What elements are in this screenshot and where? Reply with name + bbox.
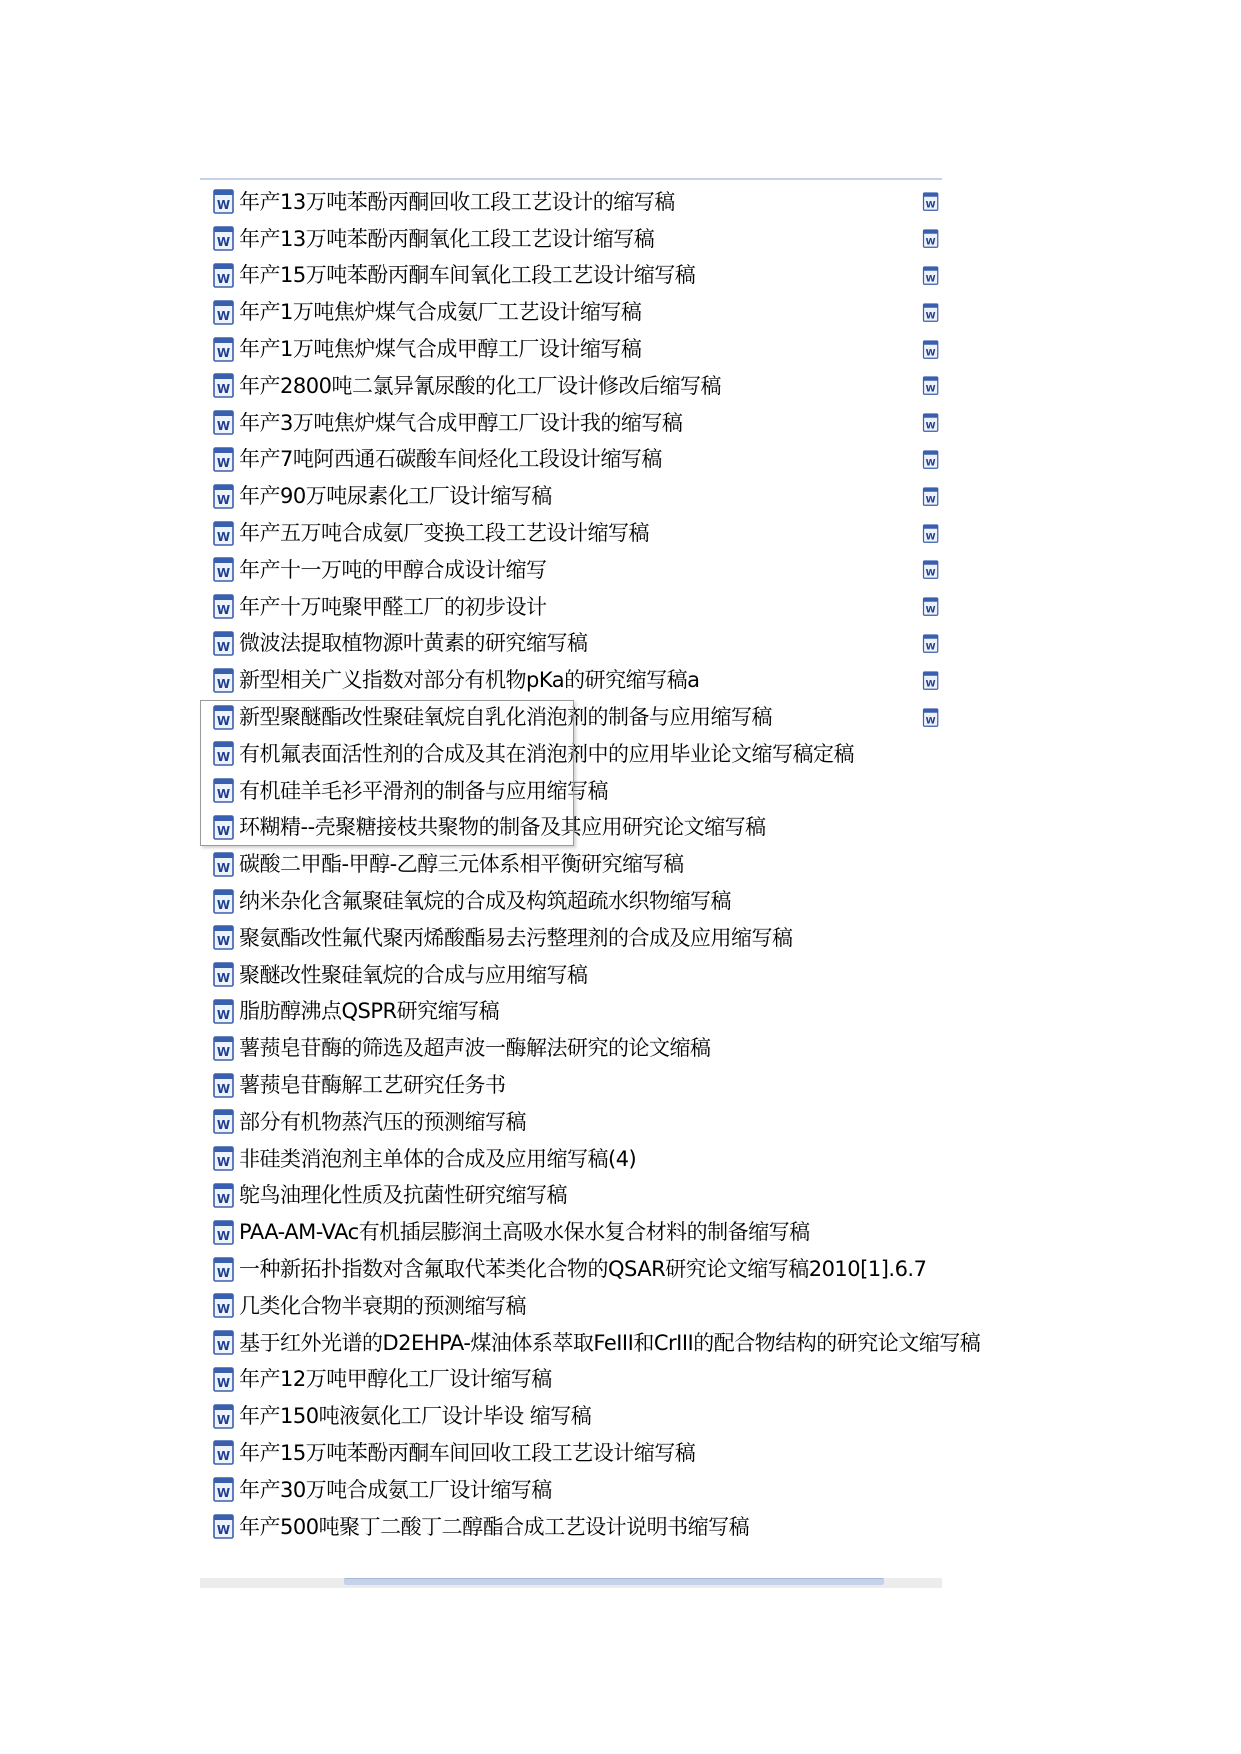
svg-text:W: W [216,1265,231,1280]
svg-text:W: W [216,1228,231,1243]
file-name-label: 年产13万吨苯酚丙酮回收工段工艺设计的缩写稿 [239,189,675,214]
svg-text:W: W [216,971,231,986]
svg-text:W: W [216,713,231,728]
file-list-item[interactable] [212,1509,940,1546]
word-document-icon [212,815,236,841]
word-document-icon [212,1440,236,1466]
word-document-icon [212,1220,236,1246]
file-name-label: 年产90万吨尿素化工厂设计缩写稿 [239,484,552,509]
file-name-label: 非硅类消泡剂主单体的合成及应用缩写稿(4) [239,1146,637,1171]
svg-text:W: W [216,1191,231,1206]
file-name-label: 薯蓣皂苷酶的筛选及超声波一酶解法研究的论文缩稿 [239,1036,711,1061]
file-list-item[interactable] [212,1362,940,1399]
file-name-label: 年产十万吨聚甲醛工厂的初步设计 [239,594,547,619]
svg-text:W: W [216,198,231,213]
word-document-icon[interactable] [922,478,942,515]
svg-text:W: W [925,237,936,248]
file-list-item[interactable] [212,1288,940,1325]
svg-text:W: W [216,419,231,434]
file-list-item[interactable] [212,1104,940,1141]
word-document-icon [212,1514,236,1540]
file-name-label: 聚醚改性聚硅氧烷的合成与应用缩写稿 [239,962,588,987]
svg-text:W: W [216,1449,231,1464]
word-document-icon[interactable] [922,368,942,405]
file-list-item[interactable] [212,883,940,920]
word-document-icon [212,1146,236,1172]
file-name-label: 一种新拓扑指数对含氟取代苯类化合物的QSAR研究论文缩写稿2010[1].6.7 [239,1257,927,1281]
file-name-label: 碳酸二甲酯-甲醇-乙醇三元体系相平衡研究缩写稿 [239,852,684,877]
svg-text:W: W [925,531,936,542]
file-list-item[interactable] [212,662,940,699]
file-name-label: 年产12万吨甲醇化工厂设计缩写稿 [239,1367,552,1392]
file-list-item[interactable] [212,773,940,810]
word-document-icon [212,300,236,326]
svg-text:W: W [925,642,936,653]
word-document-icon[interactable] [922,699,942,736]
panel-top-border [200,178,942,180]
word-document-icon[interactable] [922,515,942,552]
file-name-label: 年产7吨阿西通石碳酸车间烃化工段设计缩写稿 [239,447,662,472]
svg-text:W: W [216,382,231,397]
word-document-icon [212,631,236,657]
file-list-item[interactable] [212,442,940,479]
word-document-icon [212,373,236,399]
word-document-icon[interactable] [922,405,942,442]
word-document-icon [212,410,236,436]
file-list-item[interactable] [212,589,940,626]
svg-text:W: W [216,1412,231,1427]
svg-text:W: W [925,605,936,616]
svg-text:W: W [216,1486,231,1501]
file-list-item[interactable] [212,699,940,736]
svg-text:W: W [925,200,936,211]
svg-text:W: W [216,345,231,360]
svg-text:W: W [216,603,231,618]
word-document-icon [212,741,236,767]
file-list-item[interactable] [212,846,940,883]
file-name-label: 纳米杂化含氟聚硅氧烷的合成及构筑超疏水织物缩写稿 [239,889,731,914]
word-document-icon [212,484,236,510]
file-name-label: 有机硅羊毛衫平滑剂的制备与应用缩写稿 [239,778,608,803]
svg-text:W: W [925,421,936,432]
word-document-icon [212,889,236,915]
word-document-icon [212,447,236,473]
file-list-item[interactable] [212,478,940,515]
file-list-item[interactable] [212,736,940,773]
horizontal-scrollbar-thumb[interactable] [344,1578,884,1585]
word-document-icon [212,1330,236,1356]
file-name-label: 年产15万吨苯酚丙酮车间回收工段工艺设计缩写稿 [239,1440,696,1465]
svg-text:W: W [216,639,231,654]
svg-text:W: W [216,934,231,949]
file-list-item[interactable] [212,1325,981,1362]
file-name-label: 年产1万吨焦炉煤气合成氨厂工艺设计缩写稿 [239,300,642,325]
file-name-label: 新型相关广义指数对部分有机物pKa的研究缩写稿a [239,668,700,693]
svg-text:W: W [216,750,231,765]
svg-text:W: W [216,1339,231,1354]
file-list [212,184,981,1545]
file-name-label: 年产500吨聚丁二酸丁二醇酯合成工艺设计说明书缩写稿 [239,1514,750,1539]
word-document-icon [212,1404,236,1430]
file-list-item[interactable] [212,626,940,663]
word-document-icon[interactable] [922,331,942,368]
file-list-panel [200,178,981,1588]
file-name-label: 年产30万吨合成氨工厂设计缩写稿 [239,1477,552,1502]
file-name-label: 年产十一万吨的甲醇合成设计缩写 [239,557,547,582]
word-document-icon [212,337,236,363]
word-document-icon [212,189,236,215]
file-list-item[interactable] [212,810,940,847]
file-name-label: 基于红外光谱的D2EHPA-煤油体系萃取FeIII和CrIII的配合物结构的研究论文缩写稿 [239,1330,981,1355]
svg-text:W: W [925,715,936,726]
file-name-label: 脂肪醇沸点QSPR研究缩写稿 [239,999,500,1024]
file-list-item[interactable] [212,405,940,442]
word-document-icon [212,668,236,694]
word-document-icon [212,925,236,951]
word-document-icon[interactable] [922,442,942,479]
word-document-icon [212,1477,236,1503]
svg-text:W: W [216,897,231,912]
svg-text:W: W [216,566,231,581]
svg-text:W: W [925,458,936,469]
file-list-item[interactable] [212,552,940,589]
file-name-label: 新型聚醚酯改性聚硅氧烷自乳化消泡剂的制备与应用缩写稿 [239,705,772,730]
svg-text:W: W [216,1375,231,1390]
word-document-icon [212,263,236,289]
word-document-icon [212,557,236,583]
word-document-icon[interactable] [922,294,942,331]
file-list-item[interactable] [212,1435,940,1472]
svg-text:W: W [216,492,231,507]
file-name-label: 环糊精--壳聚糖接枝共聚物的制备及其应用研究论文缩写稿 [239,815,766,840]
svg-text:W: W [216,1523,231,1538]
file-list-item[interactable] [212,368,940,405]
file-list-item[interactable] [212,957,940,994]
svg-text:W: W [216,235,231,250]
svg-text:W: W [216,1044,231,1059]
file-name-label: 年产13万吨苯酚丙酮氧化工段工艺设计缩写稿 [239,226,655,251]
word-document-icon [212,778,236,804]
word-document-icon [212,1036,236,1062]
word-document-icon [212,1367,236,1393]
svg-text:W: W [925,679,936,689]
word-document-icon [212,594,236,620]
file-list-item[interactable] [212,184,940,221]
file-name-label: 年产2800吨二氯异氰尿酸的化工厂设计修改后缩写稿 [239,373,721,398]
file-list-item[interactable] [212,221,940,258]
svg-text:W: W [925,274,936,285]
file-name-label: 年产150吨液氨化工厂设计毕设 缩写稿 [239,1404,592,1429]
file-name-label: 几类化合物半衰期的预测缩写稿 [239,1293,526,1318]
word-document-icon [212,705,236,731]
svg-text:W: W [216,455,231,470]
svg-text:W: W [216,1007,231,1022]
file-list-item[interactable] [212,1251,940,1288]
file-name-label: 年产1万吨焦炉煤气合成甲醇工厂设计缩写稿 [239,337,642,362]
svg-text:W: W [925,568,936,579]
word-document-icon[interactable] [922,589,942,626]
svg-text:W: W [216,1302,231,1317]
word-document-icon [212,999,236,1025]
file-list-item[interactable] [212,994,940,1031]
svg-text:W: W [216,1155,231,1170]
word-document-icon [212,226,236,252]
file-list-item[interactable] [212,1178,940,1215]
svg-text:W: W [216,860,231,875]
svg-text:W: W [925,311,936,322]
word-document-icon [212,962,236,988]
word-document-icon[interactable] [922,626,942,663]
word-document-icon[interactable] [922,258,942,295]
word-document-icon [212,1109,236,1135]
file-list-item[interactable] [212,294,940,331]
svg-text:W: W [925,384,936,395]
word-document-icon[interactable] [922,662,942,699]
word-document-icon [212,521,236,547]
file-name-label: 年产五万吨合成氨厂变换工段工艺设计缩写稿 [239,521,649,546]
svg-text:W: W [216,1081,231,1096]
svg-text:W: W [216,823,231,838]
word-document-icon [212,1073,236,1099]
word-document-icon[interactable] [922,221,942,258]
file-list-item[interactable] [212,1214,940,1251]
right-file-column [922,184,942,736]
word-document-icon[interactable] [922,552,942,589]
word-document-icon [212,1257,236,1283]
file-list-item[interactable] [212,1141,940,1178]
file-name-label: 部分有机物蒸汽压的预测缩写稿 [239,1109,526,1134]
file-list-item[interactable] [212,920,940,957]
file-name-label: 年产15万吨苯酚丙酮车间氧化工段工艺设计缩写稿 [239,263,696,288]
file-list-item[interactable] [212,1067,940,1104]
file-name-label: 鸵鸟油理化性质及抗菌性研究缩写稿 [239,1183,567,1208]
file-list-item[interactable] [212,331,940,368]
svg-text:W: W [216,787,231,802]
file-list-item[interactable] [212,515,940,552]
file-list-item[interactable] [212,1472,940,1509]
svg-text:W: W [216,529,231,544]
word-document-icon [212,1293,236,1319]
svg-text:W: W [216,676,231,691]
file-list-item[interactable] [212,1398,940,1435]
file-name-label: 年产3万吨焦炉煤气合成甲醇工厂设计我的缩写稿 [239,410,683,435]
file-name-label: 微波法提取植物源叶黄素的研究缩写稿 [239,631,588,656]
word-document-icon [212,852,236,878]
word-document-icon [212,1183,236,1209]
svg-text:W: W [925,347,936,358]
word-document-icon[interactable] [922,184,942,221]
svg-text:W: W [925,495,936,506]
file-name-label: 有机氟表面活性剂的合成及其在消泡剂中的应用毕业论文缩写稿定稿 [239,741,854,766]
svg-text:W: W [216,1118,231,1133]
file-list-item[interactable] [212,258,940,295]
svg-text:W: W [216,271,231,286]
file-list-item[interactable] [212,1030,940,1067]
file-name-label: 薯蓣皂苷酶解工艺研究任务书 [239,1073,506,1098]
svg-text:W: W [216,308,231,323]
file-name-label: PAA-AM-VAc有机插层膨润土高吸水保水复合材料的制备缩写稿 [239,1220,810,1245]
file-name-label: 聚氨酯改性氟代聚丙烯酸酯易去污整理剂的合成及应用缩写稿 [239,925,793,950]
